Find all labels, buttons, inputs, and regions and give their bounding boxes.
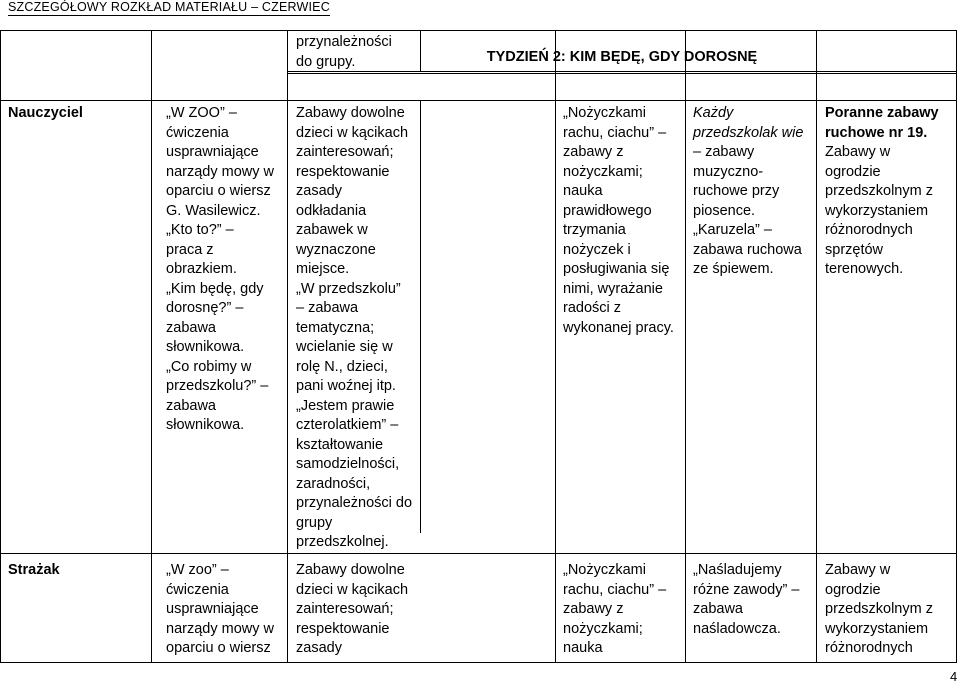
column-divider [151,30,152,662]
cell-line: – zabawa [296,300,359,316]
row-col2 [296,104,412,553]
column-divider [685,30,686,662]
row-col5 [825,561,933,659]
cell-line: narządy mowy w [166,163,274,180]
cell-line: sprzętów [825,241,884,258]
cell-line: oparciu o wiersz [166,183,271,199]
cell-line: przedszkolnej. [296,534,389,550]
cell-line: piosence. [693,202,756,219]
cell-line: – zabawy [693,144,755,160]
running-header [8,0,330,14]
schedule-table [0,30,957,662]
cell-line: przedszkolnym z [825,183,933,199]
cell-line: rachu, ciachu” – [563,581,667,598]
cell-line: nożyczek i [563,241,631,258]
cell-line: „Nożyczkami [563,105,646,121]
cell-line: muzyczno- [693,163,764,180]
cell-line: Zabawy dowolne [296,562,405,578]
cell-line: zainteresowań; [296,601,394,617]
cell-line: kształtowanie [296,436,384,453]
cell-line: Zabawy w [825,144,891,160]
column-divider [816,30,817,662]
cell-line: ruchowe przy [693,183,780,199]
cell-line: obrazkiem. [166,261,237,277]
cell-line: ogrodzie [825,581,881,598]
cell-line: przynależności do [296,495,413,511]
cell-line: trzymania [563,222,626,238]
cell-line: ogrodzie [825,163,881,180]
row-col2 [296,561,408,659]
cell-line: nimi, wyrażanie [563,280,663,297]
cell-line: rachu, ciachu” – [563,124,667,141]
row-divider [0,100,957,101]
cell-line: wcielanie się w [296,339,393,355]
cell-line: słownikowa. [166,339,245,355]
cell-line: „W przedszkolu” [296,280,401,297]
row-col1 [166,104,274,436]
column-divider [420,101,421,533]
cell-line: nożyczkami; [563,620,643,637]
cell-line: „Naśladujemy [693,562,782,578]
cell-line: zabawa [166,319,216,336]
cell-line: rolę N., dzieci, [296,358,388,375]
row-col3 [563,561,666,659]
cell-line: przedszkolu?” – [166,378,269,394]
page-number: 4 [950,669,958,684]
cell-line: tematyczna; [296,319,375,336]
cell-line: Każdy [693,105,734,121]
cell-line: „Nożyczkami [563,562,646,578]
table-border [0,662,957,663]
row-col3 [563,104,674,338]
cell-line: „Kim będę, gdy [166,280,264,297]
cell-line: przedszkolak wie [693,124,804,141]
cell-line: różnorodnych [825,640,913,656]
cell-line: nauka [563,183,603,199]
cell-line: ruchowe nr 19. [825,124,928,141]
cell-line: „W zoo” – [166,562,229,578]
cell-line: różne zawody” – [693,581,800,598]
cell-line: ćwiczenia [166,124,229,141]
cell-line: respektowanie [296,620,390,637]
cell-line: ze śpiewem. [693,261,774,277]
cell-line: samodzielności, [296,456,400,472]
cell-line: nożyczkami; [563,163,643,180]
cell-line: usprawniające [166,144,259,160]
cell-line: naśladowcza. [693,620,781,637]
cell-line: „Co robimy w [166,358,252,375]
cell-line: dzieci w kącikach [296,124,409,141]
row-col4 [693,561,799,639]
cell-line: posługiwania się [563,261,670,277]
row-col4 [693,104,803,280]
cell-line: „Karuzela” – [693,222,772,238]
row-divider [287,73,957,74]
cell-line: narządy mowy w [166,620,274,637]
cell-line: Poranne zabawy [825,105,939,121]
cell-line: zaradności, [296,475,371,492]
row-col5 [825,104,939,280]
cell-line: grupy [296,514,333,531]
cell-line: usprawniające [166,601,259,617]
row-topic: Strażak [8,562,60,578]
cell-line: dzieci w kącikach [296,581,409,598]
column-divider [555,30,556,662]
running-title: SZCZEGÓŁOWY ROZKŁAD MATERIAŁU – CZERWIEC [8,0,330,14]
cell-line: zasady [296,183,342,199]
cell-line: wykorzystaniem [825,620,929,637]
cell-line: terenowych. [825,261,904,277]
table-border [956,30,957,662]
cell-line: pani woźnej itp. [296,378,396,394]
cell-line: respektowanie [296,163,390,180]
row-col1 [166,561,274,659]
cell-line: zabawa ruchowa [693,241,802,258]
cell-line: zabawy z [563,144,624,160]
cell-line: Zabawy w [825,562,891,578]
cell-line: ćwiczenia [166,581,229,598]
cell-line: G. Wasilewicz. [166,202,261,219]
cell-line: wykorzystaniem [825,202,929,219]
cell-line: wykonanej pracy. [563,319,674,336]
row-divider [0,553,957,554]
cell-line: różnorodnych [825,222,913,238]
cell-line: „W ZOO” – [166,105,237,121]
cell-line: odkładania [296,202,367,219]
table-border [0,30,1,662]
carryover-text: przynależności do grupy. [296,34,392,70]
cell-line: zasady [296,640,342,656]
cell-line: „Jestem prawie [296,397,395,414]
cell-line: praca z [166,241,214,258]
column-divider [287,30,288,662]
cell-line: zabawek w [296,222,368,238]
cell-line: nauka [563,640,603,656]
cell-line: wyznaczone [296,241,376,258]
week-title: TYDZIEŃ 2: KIM BĘDĘ, GDY DOROSNĘ [486,49,758,65]
cell-line: oparciu o wiersz [166,640,271,656]
cell-line: dorosnę?” – [166,300,244,316]
cell-line: radości z [563,300,622,316]
cell-line: zabawa [693,601,743,617]
cell-line: miejsce. [296,261,350,277]
cell-line: Zabawy dowolne [296,105,405,121]
cell-line: przedszkolnym z [825,601,933,617]
cell-line: zainteresowań; [296,144,394,160]
cell-line: czterolatkiem” – [296,417,399,433]
row-topic: Nauczyciel [8,105,83,121]
cell-line: słownikowa. [166,417,245,433]
cell-line: prawidłowego [563,202,652,219]
cell-line: zabawy z [563,601,624,617]
cell-line: zabawa [166,397,216,414]
cell-line: „Kto to?” – [166,222,234,238]
table-border [0,30,957,31]
